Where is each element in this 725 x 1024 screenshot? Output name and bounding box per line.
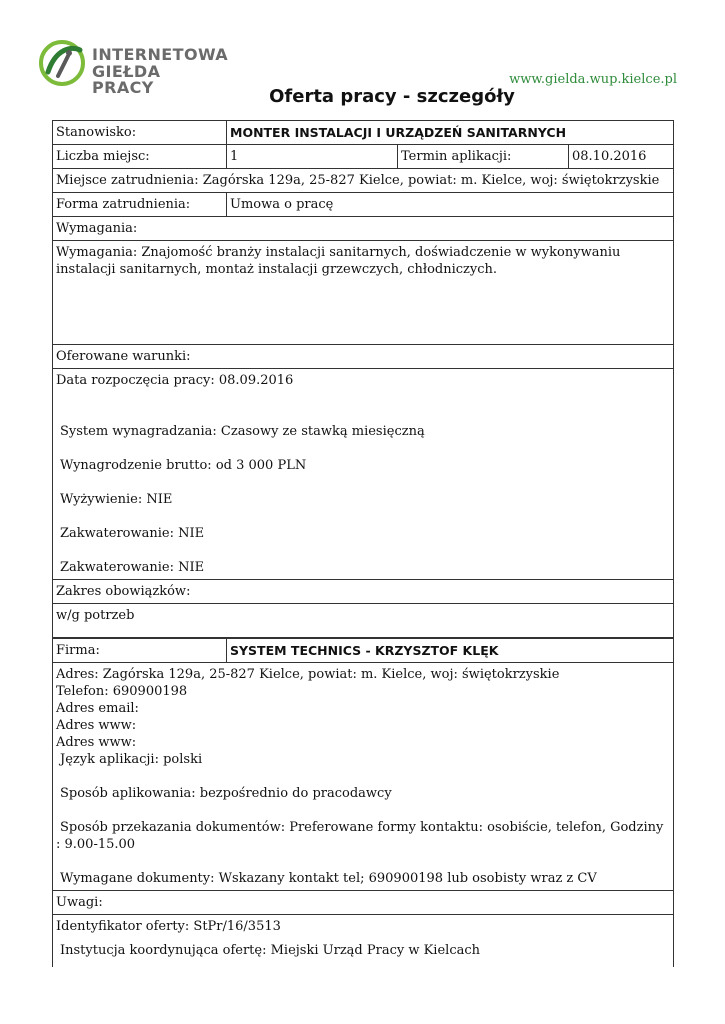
company-email: Adres email: [56,701,139,716]
conditions-row [53,369,673,580]
offer-table [52,120,674,967]
logo-line1: INTERNETOWA [92,45,229,64]
position-value: MONTER INSTALACJI I URZĄDZEŃ SANITARNYCH [226,121,673,144]
requirements-text: Wymagania: Znajomość branży instalacji sanitarnych, doświadczenie w wykonywaniu instalacji sanitarnych, montaż instalacji grzewczych, chłodniczych. [56,245,621,277]
footer-row [53,915,673,967]
logo-swoosh-icon [38,38,88,88]
documents-transfer: Sposób przekazania dokumentów: Preferowane formy kontaktu: osobiście, telefon, Godziny : 9.00-15.00 [56,820,664,852]
duties-value: w/g potrzeb [56,608,135,623]
logo-line2: GIEŁDA PRACY [92,62,161,97]
employment-row [53,193,673,217]
required-documents: Wymagane dokumenty: Wskazany kontakt tel; 690900198 lub osobisty wraz z CV [60,871,597,886]
footer-block [53,915,673,967]
meals: Wyżywienie: NIE [60,492,173,507]
requirements-label-row [53,217,673,241]
duties-label: Zakres obowiązków: [56,584,191,599]
gross-pay: Wynagrodzenie brutto: od 3 000 PLN [60,458,307,473]
remarks-label: Uwagi: [56,895,103,910]
accommodation-1: Zakwaterowanie: NIE [60,526,205,541]
employment-label: Forma zatrudnienia: [56,197,191,212]
application-language: Język aplikacji: polski [60,752,203,767]
requirements-label: Wymagania: [56,221,138,236]
coordinating-institution: Instytucja koordynująca ofertę: Miejski Urząd Pracy w Kielcach [60,943,481,958]
deadline-label: Termin aplikacji: [397,145,568,168]
accommodation-2: Zakwaterowanie: NIE [60,560,205,575]
position-label: Stanowisko: [56,125,137,140]
deadline-value: 08.10.2016 [568,145,673,168]
company-name: SYSTEM TECHNICS - KRZYSZTOF KLĘK [226,639,673,662]
remarks-row [53,891,673,915]
start-date: Data rozpoczęcia pracy: 08.09.2016 [56,373,294,388]
company-www-2: Adres www: [56,735,137,750]
company-label: Firma: [56,643,100,658]
company-details [53,663,673,890]
company-address: Adres: Zagórska 129a, 25-827 Kielce, powiat: m. Kielce, woj: świętokrzyskie [56,667,560,682]
requirements-text-row [53,241,673,345]
site-url[interactable]: www.gielda.wup.kielce.pl [509,72,677,87]
conditions-label-row [53,345,673,369]
places-row [53,145,673,169]
employment-value: Umowa o pracę [226,193,673,216]
offer-id: Identyfikator oferty: StPr/16/3513 [56,919,281,934]
company-details-row [53,663,673,891]
workplace: Miejsce zatrudnienia: Zagórska 129a, 25-827 Kielce, powiat: m. Kielce, woj: świętokrzyskie [56,173,660,188]
workplace-row [53,169,673,193]
places-label: Liczba miejsc: [56,149,150,164]
places-value: 1 [226,145,397,168]
position-row [53,121,673,145]
pay-system: System wynagradzania: Czasowy ze stawką miesięczną [60,424,425,439]
logo [38,38,229,97]
page-title: Oferta pracy - szczegóły [269,86,515,107]
apply-method: Sposób aplikowania: bezpośrednio do pracodawcy [60,786,392,801]
duties-value-row [53,604,673,638]
company-phone: Telefon: 690900198 [56,684,188,699]
company-www-1: Adres www: [56,718,137,733]
conditions-label: Oferowane warunki: [56,349,191,364]
duties-label-row [53,580,673,604]
conditions-block [53,369,673,579]
company-row [53,638,673,663]
